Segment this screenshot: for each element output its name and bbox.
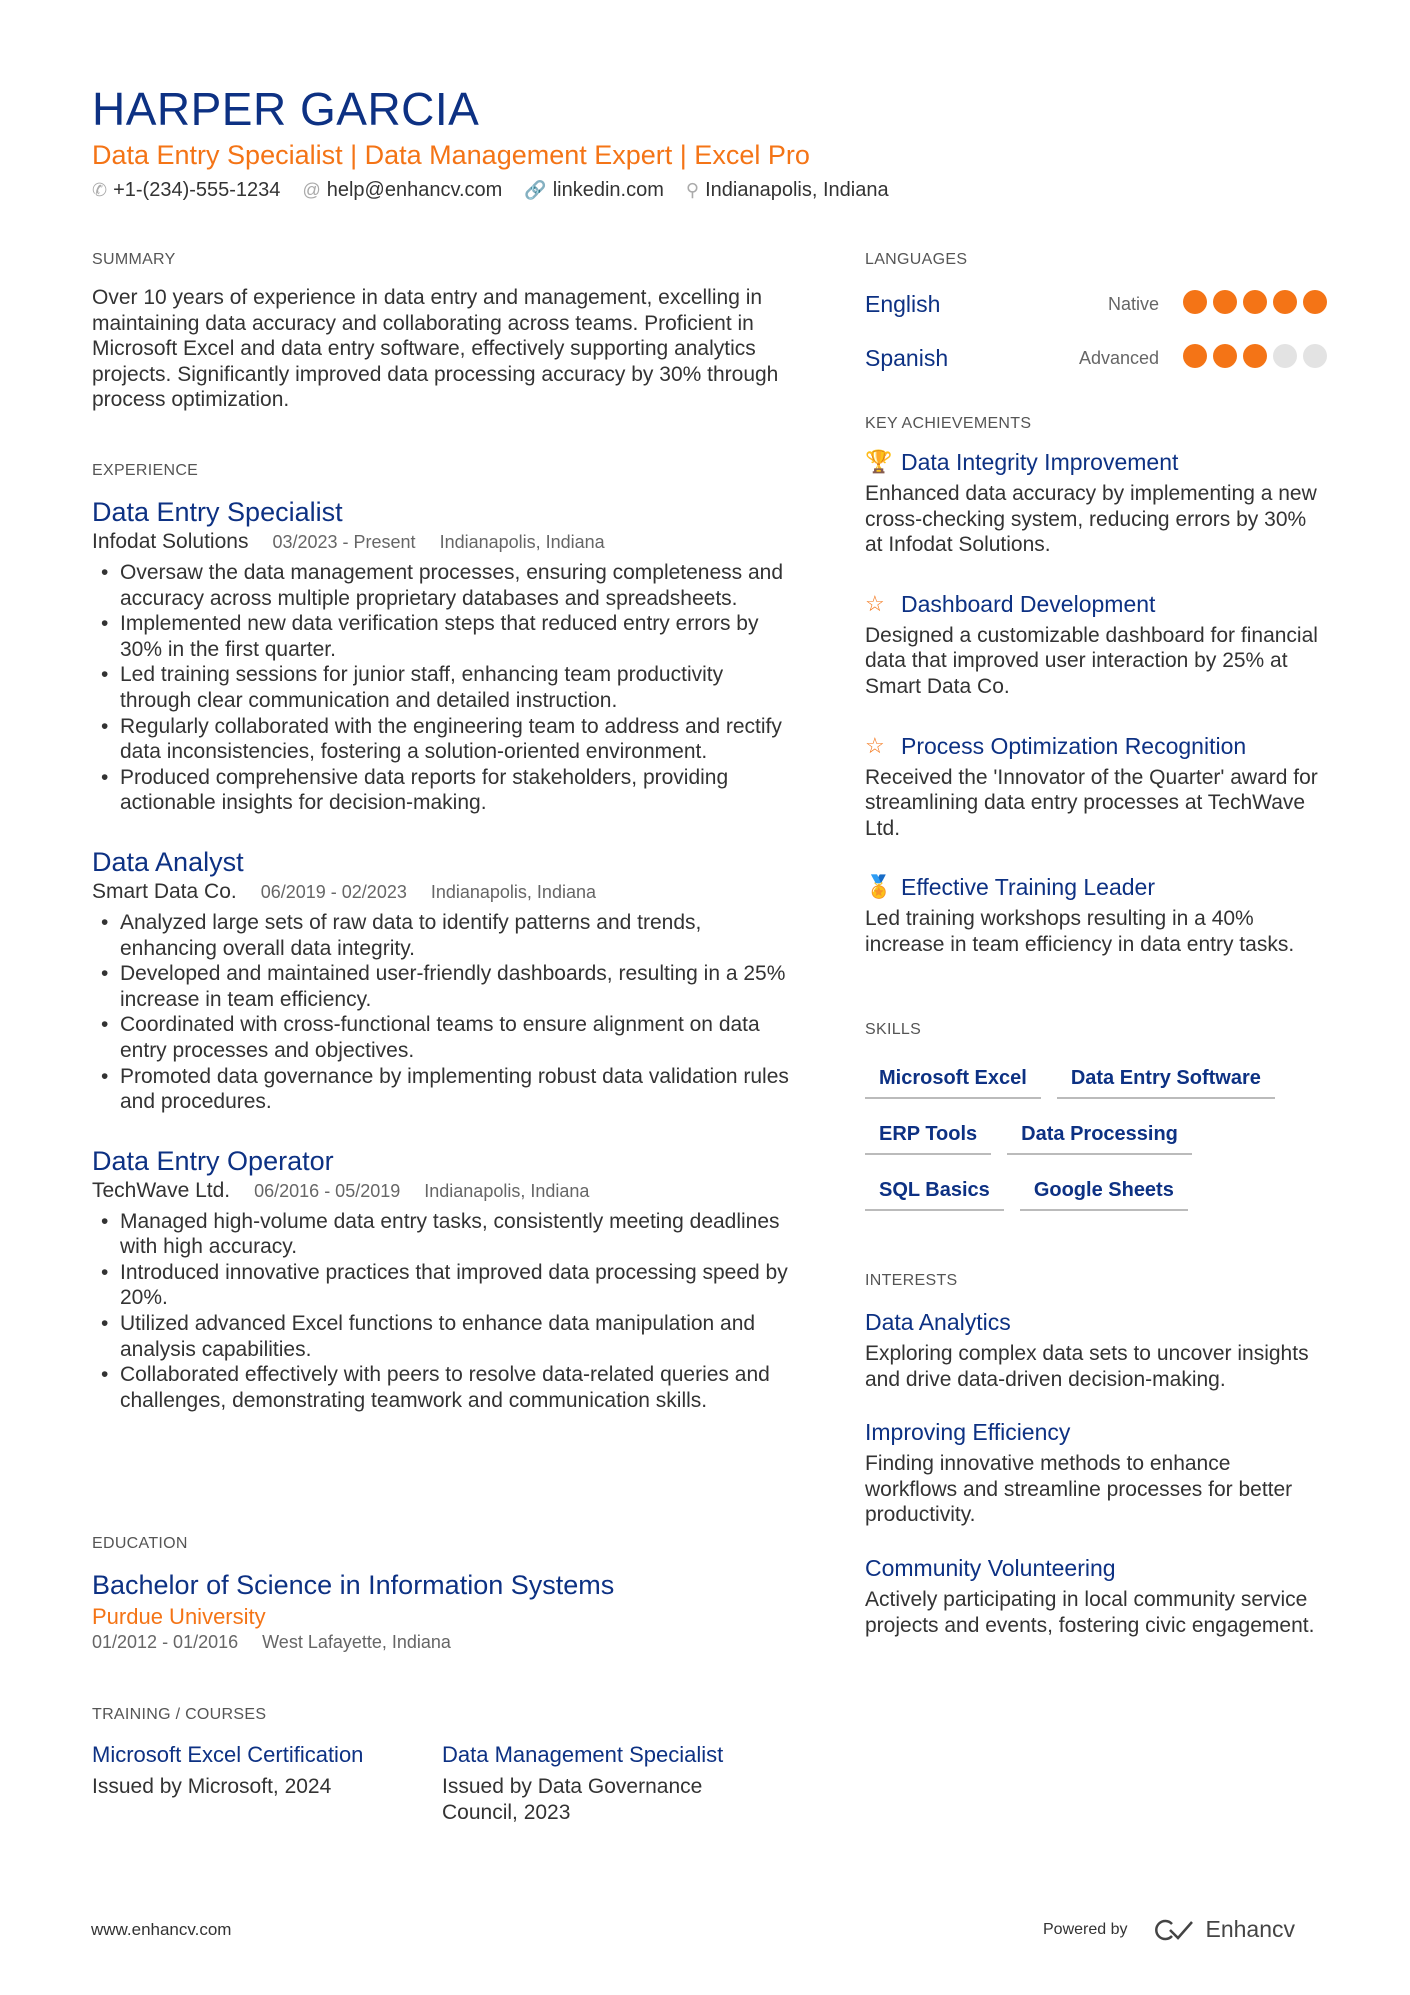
skill-tag: Google Sheets — [1020, 1177, 1188, 1211]
enhancv-logo[interactable] — [1152, 1916, 1296, 1943]
summary-text: Over 10 years of experience in data entry and management, excelling in maintaining data accuracy and collaborating across teams. Proficient in Microsoft Excel and data entry software, effectively supporting analytics projects. Significantly improved data processing accuracy by 30% through process optimization. — [92, 286, 779, 412]
rating-dot — [1213, 344, 1237, 368]
job-entry — [92, 846, 792, 1115]
skills-section — [865, 1021, 1327, 1233]
rating-dot — [1243, 344, 1267, 368]
bullet-item: • Introduced innovative practices that improved data processing speed by 20%. — [92, 1260, 792, 1311]
achievement-desc: Led training workshops resulting in a 40% increase in team efficiency in data entry tasks. — [865, 907, 1295, 956]
bullet-item: • Managed high-volume data entry tasks, consistently meeting deadlines with high accuracy. — [92, 1209, 792, 1260]
job-entry — [92, 1145, 792, 1414]
rating-dot — [1183, 290, 1207, 314]
rating-dot — [1273, 344, 1297, 368]
course-item — [442, 1740, 792, 1825]
job-meta — [92, 1176, 792, 1206]
summary-section — [92, 251, 792, 413]
language-item — [865, 331, 1327, 385]
rating-dot — [1243, 290, 1267, 314]
interest-item — [865, 1552, 1327, 1638]
trophy-icon: 🏆 — [865, 449, 893, 474]
degree: Bachelor of Science in Information Systems — [92, 1570, 615, 1600]
bullet-item: • Analyzed large sets of raw data to identify patterns and trends, enhancing overall data integrity. — [92, 910, 792, 961]
bullet-item: • Utilized advanced Excel functions to enhance data manipulation and analysis capabilities. — [92, 1311, 792, 1362]
location-icon: ⚲ — [685, 180, 700, 200]
medal-icon: 🏅 — [865, 874, 893, 900]
rating-dot — [1273, 290, 1297, 314]
skill-tag: Data Processing — [1007, 1121, 1192, 1155]
achievement-title: Process Optimization Recognition — [901, 732, 1247, 759]
contact-item[interactable] — [92, 179, 280, 202]
interest-title: Data Analytics — [865, 1309, 1011, 1335]
job-title: Data Entry Operator — [92, 1145, 334, 1176]
education-section — [92, 1535, 792, 1653]
contact-text: +1-(234)-555-1234 — [113, 179, 281, 201]
enhancv-logo-icon — [1152, 1918, 1198, 1942]
language-rating — [1177, 290, 1327, 319]
achievements-section — [865, 415, 1327, 989]
job-dates: 03/2023 - Present — [272, 532, 416, 552]
interest-desc: Actively participating in local community service projects and events, fostering civic engagement. — [865, 1587, 1315, 1637]
bullet-item: • Developed and maintained user-friendly dashboards, resulting in a 25% increase in team efficiency. — [92, 961, 792, 1012]
rating-dot — [1303, 290, 1327, 314]
language-level: Native — [1107, 293, 1159, 314]
course-title: Data Management Specialist — [442, 1742, 724, 1767]
languages-section — [865, 251, 1327, 385]
achievement-title: Dashboard Development — [901, 590, 1156, 617]
language-rating — [1177, 344, 1327, 373]
language-item — [865, 277, 1327, 331]
achievement-item — [865, 872, 1327, 957]
bullet-item: • Regularly collaborated with the engineering team to address and rectify data inconsistencies, fostering a solution-oriented environment. — [92, 714, 792, 765]
rating-dot — [1303, 344, 1327, 368]
job-location: Indianapolis, Indiana — [430, 881, 596, 902]
powered-by — [1043, 1916, 1295, 1943]
bullet-item: • Coordinated with cross-functional teams to ensure alignment on data entry processes and objectives. — [92, 1012, 792, 1063]
course-item — [92, 1740, 442, 1825]
course-title: Microsoft Excel Certification — [92, 1742, 364, 1767]
star-icon: ☆ — [865, 732, 885, 758]
job-title: Data Entry Specialist — [92, 497, 343, 527]
bullet-item: • Produced comprehensive data reports for stakeholders, providing actionable insights for decision-making. — [92, 765, 792, 816]
bullet-item: • Collaborated effectively with peers to resolve data-related queries and challenges, demonstrating teamwork and communication skills. — [92, 1362, 792, 1413]
contact-item[interactable] — [686, 179, 889, 202]
bullet-item: • Oversaw the data management processes, ensuring completeness and accuracy across multiple proprietary databases and spreadsheets. — [92, 560, 792, 611]
achievement-desc: Received the 'Innovator of the Quarter' award for streamlining data entry processes at TechWave Ltd. — [865, 765, 1318, 840]
star-icon: ☆ — [865, 590, 885, 616]
section-heading: SUMMARY — [92, 251, 176, 268]
website-link[interactable]: www.enhancv.com — [91, 1920, 232, 1939]
interest-item — [865, 1306, 1327, 1392]
job-dates: 06/2016 - 05/2019 — [254, 1180, 401, 1201]
contact-item[interactable] — [302, 179, 502, 202]
candidate-title: Data Entry Specialist | Data Management Expert | Excel Pro — [92, 140, 810, 170]
brand-name: Enhancv — [1205, 1916, 1296, 1942]
achievement-desc: Enhanced data accuracy by implementing a new cross-checking system, reducing errors by 30% at Infodat Solutions. — [865, 482, 1317, 557]
section-heading: KEY ACHIEVEMENTS — [865, 415, 1032, 432]
interest-title: Community Volunteering — [865, 1554, 1116, 1581]
interest-desc: Finding innovative methods to enhance workflows and streamline processes for better productivity. — [865, 1452, 1293, 1527]
achievement-header — [865, 447, 1327, 477]
company: Infodat Solutions — [92, 530, 249, 553]
education-location: West Lafayette, Indiana — [262, 1632, 451, 1652]
experience-section — [92, 462, 792, 1443]
section-heading: LANGUAGES — [865, 251, 968, 268]
candidate-name: HARPER GARCIA — [92, 83, 480, 135]
contact-bar — [92, 179, 889, 202]
job-title: Data Analyst — [92, 846, 244, 877]
course-desc: Issued by Microsoft, 2024 — [92, 1775, 332, 1798]
at-icon: @ — [302, 180, 321, 200]
section-heading: EXPERIENCE — [92, 462, 199, 479]
bullet-item: • Promoted data governance by implementing robust data validation rules and procedures. — [92, 1064, 792, 1115]
achievement-header — [865, 589, 1327, 619]
job-location: Indianapolis, Indiana — [439, 532, 605, 552]
job-meta — [92, 877, 792, 907]
company: TechWave Ltd. — [92, 1178, 231, 1202]
skill-tag: ERP Tools — [865, 1121, 991, 1155]
achievement-item — [865, 589, 1327, 700]
language-name: Spanish — [865, 344, 949, 371]
language-level: Advanced — [1078, 347, 1159, 368]
achievement-header — [865, 872, 1327, 902]
section-heading: TRAINING / COURSES — [92, 1706, 267, 1723]
achievement-desc: Designed a customizable dashboard for financial data that improved user interaction by 25% at Smart Data Co. — [865, 623, 1318, 698]
bullet-item: • Implemented new data verification steps that reduced entry errors by 30% in the first quarter. — [92, 611, 792, 662]
achievement-item — [865, 447, 1327, 558]
interests-section — [865, 1272, 1327, 1662]
job-bullets — [92, 1209, 792, 1414]
link-icon: 🔗 — [524, 180, 547, 200]
achievement-title: Effective Training Leader — [901, 874, 1156, 901]
interest-item — [865, 1416, 1327, 1528]
job-location: Indianapolis, Indiana — [424, 1180, 590, 1201]
bullet-item: • Led training sessions for junior staff, enhancing team productivity through clear communication and detailed instruction. — [92, 662, 792, 713]
section-heading: INTERESTS — [865, 1272, 958, 1289]
skill-tag: Microsoft Excel — [865, 1065, 1041, 1099]
achievement-title: Data Integrity Improvement — [901, 449, 1179, 475]
education-meta — [92, 1632, 792, 1653]
job-entry — [92, 496, 792, 816]
school: Purdue University — [92, 1604, 266, 1629]
rating-dot — [1183, 344, 1207, 368]
contact-text: linkedin.com — [552, 179, 664, 201]
contact-item[interactable] — [524, 179, 664, 202]
interest-desc: Exploring complex data sets to uncover insights and drive data-driven decision-making. — [865, 1342, 1309, 1391]
contact-text: help@enhancv.com — [326, 179, 503, 201]
contact-text: Indianapolis, Indiana — [705, 179, 889, 201]
powered-label: Powered by — [1043, 1920, 1128, 1938]
course-desc: Issued by Data Governance Council, 2023 — [442, 1775, 703, 1824]
skill-tag: SQL Basics — [865, 1177, 1004, 1211]
job-bullets — [92, 910, 792, 1115]
job-bullets — [92, 560, 792, 816]
job-dates: 06/2019 - 02/2023 — [260, 881, 407, 902]
skill-tag: Data Entry Software — [1057, 1065, 1275, 1099]
phone-icon: ✆ — [92, 180, 108, 200]
company: Smart Data Co. — [92, 879, 237, 903]
achievement-item — [865, 731, 1327, 842]
interest-title: Improving Efficiency — [865, 1419, 1071, 1446]
section-heading: SKILLS — [865, 1021, 922, 1038]
section-heading: EDUCATION — [92, 1535, 188, 1552]
language-name: English — [865, 290, 941, 317]
training-section — [92, 1706, 792, 1825]
achievement-header — [865, 731, 1327, 761]
rating-dot — [1213, 290, 1237, 314]
education-dates: 01/2012 - 01/2016 — [92, 1632, 239, 1652]
job-meta — [92, 527, 792, 557]
